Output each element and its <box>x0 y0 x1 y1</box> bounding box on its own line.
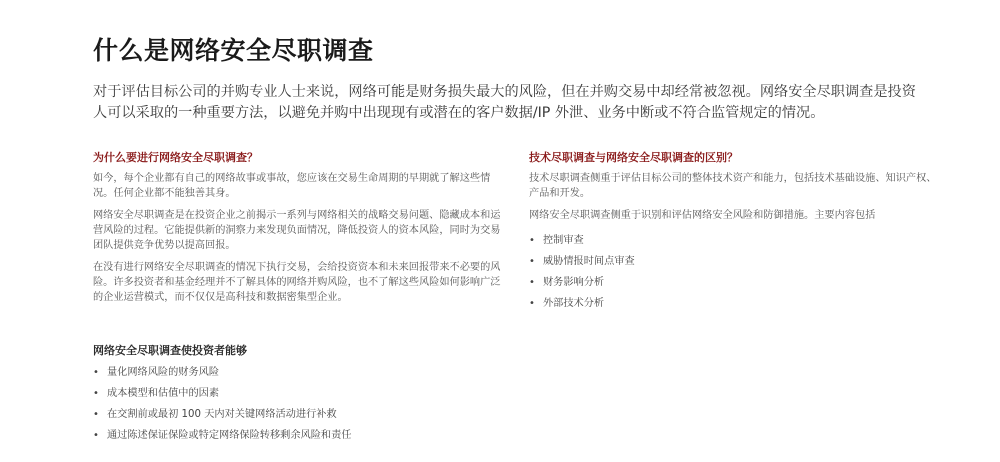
why-paragraph-1: 如今，每个企业都有自己的网络故事或事故，您应该在交易生命周期的早期就了解这些情况。任何企业都不能独善其身。 <box>93 173 491 199</box>
list-item-label: 成本模型和估值中的因素 <box>107 388 220 399</box>
list-item-label: 财务影响分析 <box>543 277 605 288</box>
list-item <box>93 383 593 404</box>
bullet-icon: • <box>529 277 535 288</box>
benefits-section <box>93 343 593 446</box>
list-item <box>529 272 941 293</box>
list-item <box>93 425 593 446</box>
bullet-icon: • <box>93 430 99 441</box>
why-heading: 为什么要进行网络安全尽职调查？ <box>93 151 258 164</box>
difference-heading: 技术尽职调查与网络安全尽职调查的区别？ <box>529 151 738 164</box>
bullet-icon: • <box>93 409 99 420</box>
list-item-label: 控制审查 <box>543 235 584 246</box>
difference-paragraph-2: 网络安全尽职调查侧重于识别和评估网络安全风险和防御措施。主要内容包括 <box>529 210 876 221</box>
bullet-icon: • <box>529 298 535 309</box>
why-section <box>93 150 505 312</box>
bullet-icon: • <box>93 367 99 378</box>
why-paragraph-2: 网络安全尽职调查是在投资企业之前揭示一系列与网络相关的战略交易问题、隐藏成本和运营风险的过程。它能提供新的洞察力来发现负面情况，降低投资人的资本风险，同时为交易团队提供竞争优势以提高回报。 <box>93 210 501 251</box>
list-item-label: 通过陈述保证保险或特定网络保险转移剩余风险和责任 <box>107 430 352 441</box>
bullet-icon: • <box>93 388 99 399</box>
list-item-label: 威胁情报时间点审查 <box>543 256 635 267</box>
difference-section <box>529 150 941 314</box>
benefits-heading: 网络安全尽职调查使投资者能够 <box>93 344 247 357</box>
list-item-label: 在交割前或最初 100 天内对关键网络活动进行补救 <box>107 409 337 420</box>
list-item <box>529 293 941 314</box>
page-title: 什么是网络安全尽职调查 <box>93 36 374 65</box>
list-item-label: 外部技术分析 <box>543 298 605 309</box>
list-item <box>93 404 593 425</box>
list-item-label: 量化网络风险的财务风险 <box>107 367 220 378</box>
intro-paragraph: 对于评估目标公司的并购专业人士来说，网络可能是财务损失最大的风险，但在并购交易中却经常被忽视。网络安全尽职调查是投资人可以采取的一种重要方法，以避免并购中出现现有或潜在的客户数据/IP 外泄、业务中断或不符合监管规定的情况。 <box>93 84 916 121</box>
bullet-icon: • <box>529 235 535 246</box>
list-item <box>529 251 941 272</box>
benefits-list <box>93 362 593 446</box>
difference-list <box>529 230 941 314</box>
list-item <box>93 362 593 383</box>
why-paragraph-3: 在没有进行网络安全尽职调查的情况下执行交易，会给投资资本和未来回报带来不必要的风险。许多投资者和基金经理并不了解具体的网络并购风险，也不了解这些风险如何影响广泛的企业运营模式，而不仅仅是高科技和数据密集型企业。 <box>93 262 501 303</box>
list-item <box>529 230 941 251</box>
bullet-icon: • <box>529 256 535 267</box>
difference-paragraph-1: 技术尽职调查侧重于评估目标公司的整体技术资产和能力，包括技术基础设施、知识产权、产品和开发。 <box>529 173 937 199</box>
